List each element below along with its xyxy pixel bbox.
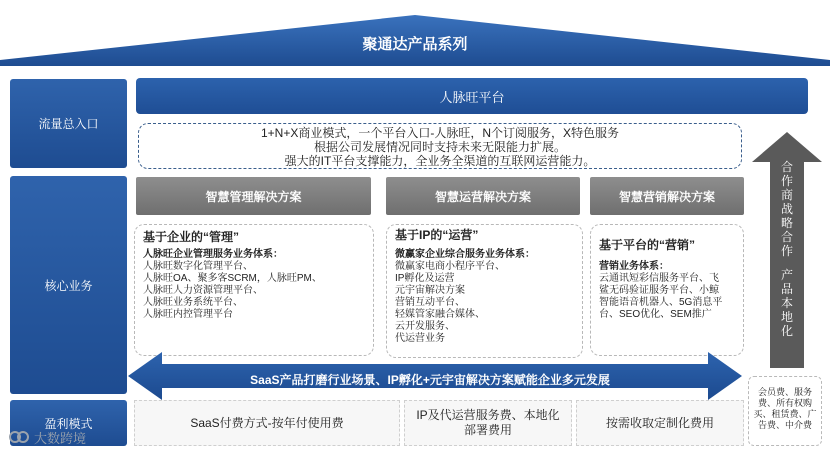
- business-item: 人脉旺人力资源管理平台、: [143, 285, 263, 296]
- business-box-management: [134, 224, 374, 356]
- fee-ip: [404, 400, 572, 446]
- business-item: IP孵化及运营: [395, 273, 455, 284]
- business-title: 基于平台的“营销”: [599, 238, 696, 252]
- banner-text: SaaS产品打磨行业场景、IP孵化+元宇宙解决方案赋能企业多元发展: [250, 373, 610, 387]
- solution-header-management: 智慧管理解决方案: [136, 177, 371, 215]
- business-title: 基于企业的“管理”: [143, 230, 240, 244]
- side-arrow-label: 合 作 商 战 略 合 作 产 品 本 地 化: [780, 160, 793, 338]
- solution-header-marketing: 智慧营销解决方案: [590, 177, 744, 215]
- page-title: 聚通达产品系列: [362, 36, 468, 53]
- business-item: 人脉旺OA、聚多客SCRM，人脉旺PM、: [143, 273, 322, 284]
- business-item: 云开发服务、: [395, 321, 455, 332]
- business-item: 人脉旺数字化管理平台、: [143, 261, 253, 272]
- watermark-logo-icon: [8, 429, 30, 445]
- business-item: 人脉旺业务系统平台、: [143, 297, 243, 308]
- watermark: [8, 426, 86, 448]
- business-item: 轻媒管家融合媒体、: [395, 309, 485, 320]
- left-label-core: 核心业务: [10, 176, 127, 394]
- business-item: 元宇宙解决方案: [395, 285, 465, 296]
- platform-bar: 人脉旺平台: [136, 78, 808, 114]
- left-label-traffic: 流量总入口: [10, 79, 127, 168]
- intro-line: 1+N+X商业模式，一个平台入口-人脉旺，N个订阅服务，X特色服务: [260, 126, 620, 140]
- fee-ip-line: 部署费用: [463, 423, 512, 437]
- business-item: 智能语音机器人、5G消息平: [599, 297, 723, 308]
- business-title: 基于IP的“运营”: [395, 228, 479, 242]
- business-item: 营销互动平台、: [395, 297, 465, 308]
- business-item: 微赢家电商小程序平台、: [395, 261, 505, 272]
- solution-header-operation: 智慧运营解决方案: [386, 177, 580, 215]
- watermark-text: 大数跨境: [34, 430, 87, 446]
- fee-saas: SaaS付费方式-按年付使用费: [134, 400, 400, 446]
- intro-box: [138, 123, 742, 169]
- fee-ip-line: IP及代运营服务费、本地化: [416, 408, 560, 422]
- intro-line: 强大的IT平台支撑能力，全业务全渠道的互联网运营能力。: [284, 154, 596, 168]
- business-box-marketing: [590, 224, 744, 356]
- side-note: 会员费、服务费、所有权购买、租赁费、广告费、中介费: [748, 376, 822, 446]
- intro-line: 根据公司发展情况同时支持未来无限能力扩展。: [313, 140, 566, 154]
- business-box-operation: [386, 224, 583, 358]
- business-subtitle: 营销业务体系：: [599, 261, 669, 272]
- business-item: 人脉旺内控管理平台: [143, 309, 233, 320]
- business-item: 鲨无码验证服务平台、小鲸: [599, 285, 719, 296]
- left-label-profit: 盈利模式: [10, 400, 127, 446]
- business-item: 代运营业务: [395, 333, 445, 344]
- business-item: 台、SEO优化、SEM推广: [599, 309, 712, 320]
- fee-custom: 按需收取定制化费用: [576, 400, 744, 446]
- business-subtitle: 人脉旺企业管理服务业务体系：: [143, 249, 283, 260]
- business-item: 云通讯短彩信服务平台、飞: [599, 273, 719, 284]
- business-subtitle: 微赢家企业综合服务业务体系：: [395, 249, 535, 260]
